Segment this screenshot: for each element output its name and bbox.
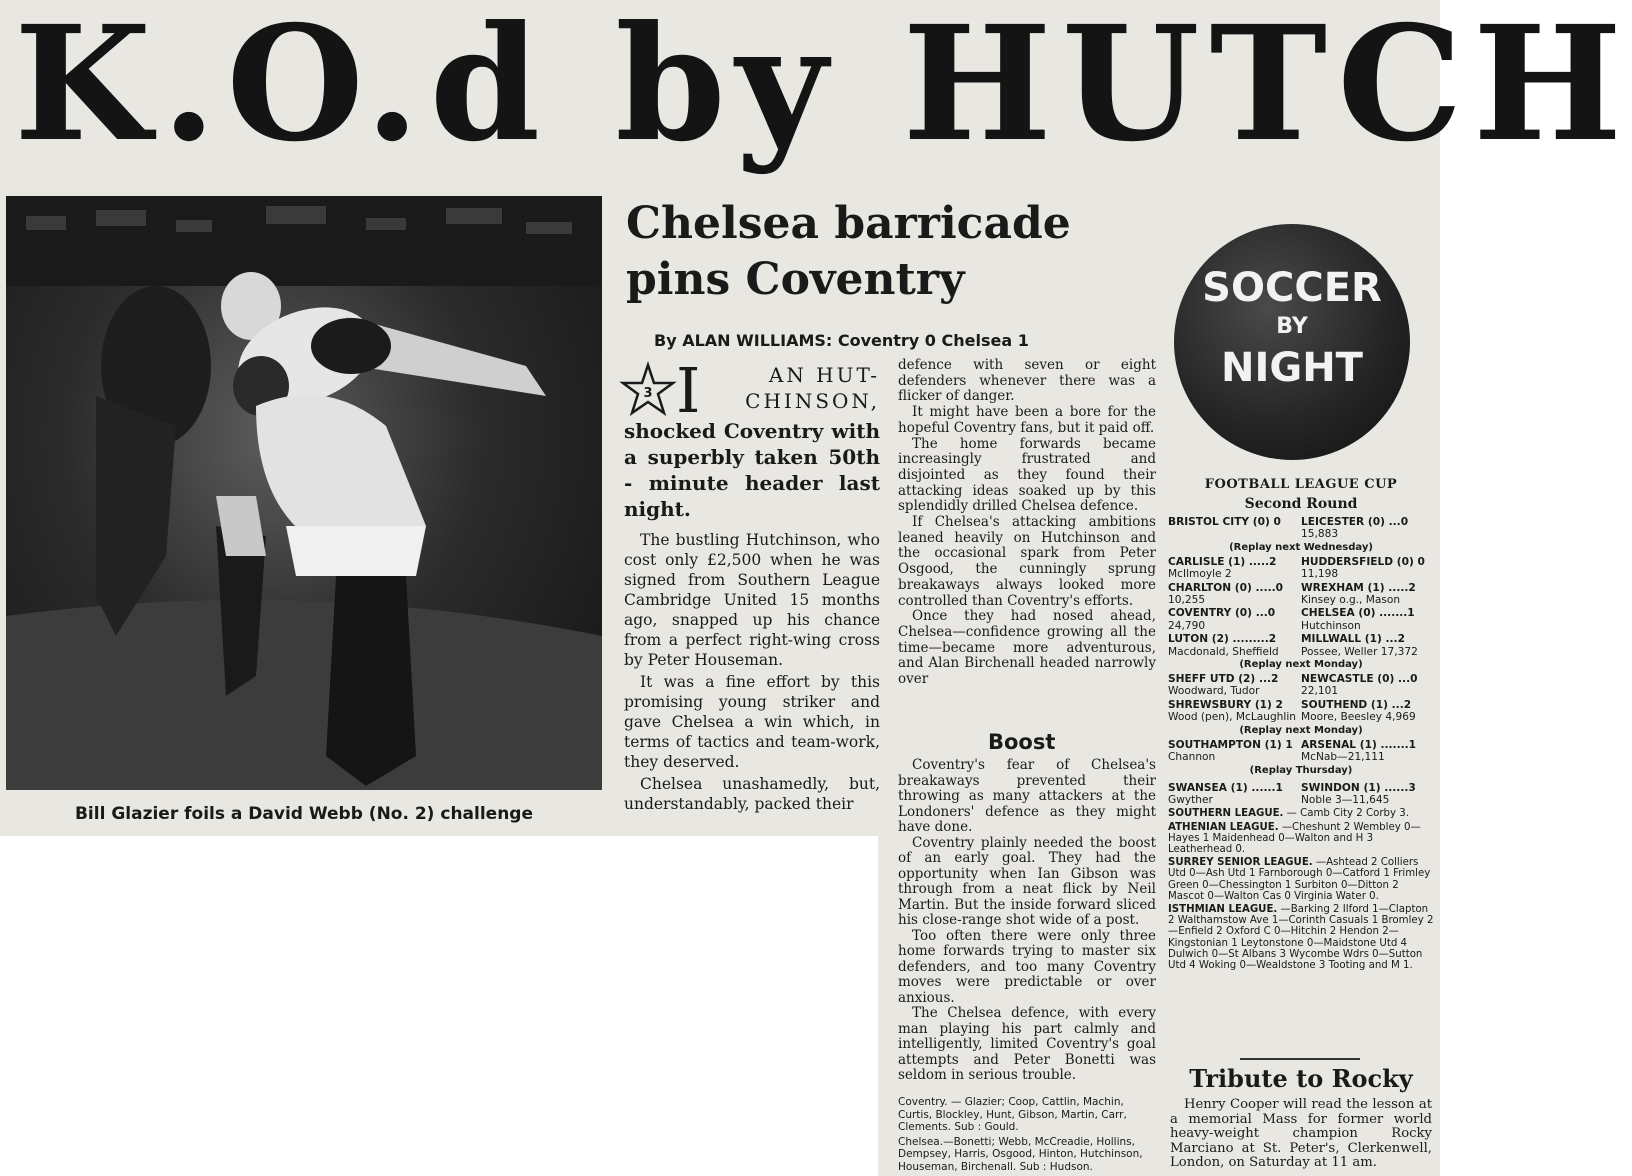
badge-line-3: NIGHT (1221, 345, 1363, 391)
result-row (1168, 739, 1434, 764)
league-results (1168, 904, 1434, 971)
home-detail: Wood (pen), McLaughlin (1168, 711, 1296, 724)
home-detail: 24,790 (1168, 619, 1206, 632)
league-name: SOUTHERN LEAGUE. (1168, 808, 1284, 820)
league-text: —Barking 2 Ilford 1—Clapton 2 Walthamstow Ave 1—Corinth Casuals 1 Bromley 2—Enfield 2 Oxford C 0—Hitchin 2 Hendon 2—Kingstonian 1 Leytonstone 0—Maidstone Utd 4 Dulwich 0—St Albans 3 Wycombe Wdrs 0—Sutton Utd 4 Woking 0—Wealdstone 3 Tooting and M 1. (1168, 903, 1434, 971)
league-name: ISTHMIAN LEAGUE. (1168, 903, 1278, 915)
league-results (1168, 822, 1434, 856)
story-column-3 (898, 758, 1156, 1094)
paragraph: Coventry's fear of Chelsea's breakaways prevented their throwing as many attackers at the Londoners' defence as they might have done. (898, 757, 1156, 835)
away-detail: Kinsey o.g., Mason (1301, 594, 1401, 607)
league-text: —Ashtead 2 Colliers Utd 0—Ash Utd 1 Farnborough 0—Catford 1 Frimley Green 0—Chessington 1 Surbiton 0—Ditton 2 Mascot 0—Walton Cas 0 Virginia Water 0. (1168, 857, 1431, 902)
tribute-heading: Tribute to Rocky (1189, 1064, 1413, 1093)
home-detail: McIlmoyle 2 (1168, 568, 1232, 581)
replay-note: (Replay next Monday) (1239, 659, 1363, 671)
intro-lead: shocked Coventry with a superbly taken 50th - minute header last night. (624, 419, 880, 521)
away-detail: Possee, Weller 17,372 (1301, 645, 1418, 658)
league-name: ATHENIAN LEAGUE. (1168, 821, 1279, 833)
paragraph: defence with seven or eight defenders whenever there was a flicker of danger. (898, 357, 1156, 405)
league-results (1168, 808, 1434, 819)
story-title-line-1: Chelsea barricade (626, 198, 1071, 249)
headline: K.O.d by HUTCH (14, 0, 1632, 177)
photo-caption: Bill Glazier foils a David Webb (No. 2) challenge (74, 804, 534, 824)
result-row (1168, 673, 1434, 698)
paragraph: The Chelsea defence, with every man playing his part calmly and intelligently, limited Coventry's goal attempts and Peter Bonetti was seldom in serious trouble. (898, 1005, 1156, 1083)
star-rating-number: 3 (643, 386, 653, 401)
home-score: CARLISLE (1) .....2 (1168, 555, 1277, 568)
league-results (1168, 857, 1434, 902)
home-score: LUTON (2) .........2 (1168, 633, 1277, 646)
replay-note: (Replay next Monday) (1239, 724, 1363, 736)
replay-note: (Replay next Wednesday) (1229, 541, 1373, 553)
away-score: HUDDERSFIELD (0) 0 (1301, 555, 1425, 568)
story-title-line-2: pins Coventry (626, 254, 965, 305)
home-score: SWANSEA (1) ......1 (1168, 781, 1283, 794)
away-detail: Moore, Beesley 4,969 (1301, 711, 1416, 724)
paragraph: Too often there were only three home forwards trying to master six defenders, and too many Coventry moves were predictable or over anxious. (898, 927, 1156, 1006)
tribute-body: Henry Cooper will read the lesson at a memorial Mass for former world heavy-weight champion Rocky Marciano at St. Peter's, Clerkenwell, London, on Saturday at 11 am. (1170, 1097, 1432, 1171)
away-score: MILLWALL (1) ...2 (1301, 633, 1405, 646)
home-detail: Macdonald, Sheffield (1168, 645, 1279, 658)
away-detail: Hutchinson (1301, 619, 1361, 632)
results-round: Second Round (1244, 496, 1358, 512)
away-score: ARSENAL (1) .......1 (1301, 738, 1417, 751)
home-detail: 10,255 (1168, 594, 1206, 607)
result-row (1168, 556, 1434, 581)
replay-note: (Replay Thursday) (1249, 764, 1353, 776)
results-title: FOOTBALL LEAGUE CUP (1204, 477, 1398, 492)
team-lineups (898, 1096, 1156, 1172)
byline: By ALAN WILLIAMS: Coventry 0 Chelsea 1 (654, 331, 1029, 350)
home-detail: Gwyther (1168, 793, 1213, 806)
home-score: SHEFF UTD (2) ...2 (1168, 673, 1279, 686)
divider (1240, 1058, 1360, 1060)
paragraph: The bustling Hutchinson, who cost only £2,500 when he was signed from Southern League Cambridge United 15 months ago, snapped up his chance from a perfect right-wing cross by Peter Houseman. (624, 531, 880, 669)
league-name: SURREY SENIOR LEAGUE. (1168, 857, 1313, 869)
result-row (1168, 699, 1434, 724)
paragraph: Chelsea unashamedly, but, understandably, packed their (624, 775, 880, 813)
away-score: SOUTHEND (1) ...2 (1301, 698, 1412, 711)
home-detail: Woodward, Tudor (1168, 685, 1260, 698)
paragraph: If Chelsea's attacking ambitions leaned heavily on Hutchinson and the occasional spark from Peter Osgood, the cunningly sprung breakaways always looked more controlled than Coventry's efforts. (898, 514, 1156, 609)
away-detail: Noble 3—11,645 (1301, 793, 1390, 806)
result-row (1168, 782, 1434, 807)
badge-line-2: BY (1276, 314, 1308, 339)
home-score: SOUTHAMPTON (1) 1 (1168, 738, 1293, 751)
home-detail: Channon (1168, 751, 1216, 764)
home-score: BRISTOL CITY (0) 0 (1168, 516, 1281, 528)
away-detail: McNab—21,111 (1301, 751, 1385, 764)
paragraph: Coventry plainly needed the boost of an early goal. They had the opportunity when Ian Gibson was through from a neat flick by Neil Martin. But the inside forward sliced his close-range shot wide of a post. (898, 834, 1156, 928)
subheading-boost: Boost (988, 730, 1056, 754)
away-detail: 11,198 (1301, 568, 1339, 581)
result-row (1168, 582, 1434, 607)
away-score: NEWCASTLE (0) ...0 (1301, 673, 1418, 686)
away-score: CHELSEA (0) .......1 (1301, 607, 1415, 620)
paragraph: The home forwards became increasingly frustrated and disjointed as they found their attacking ideas soaked up by this splendidly drilled Chelsea defence. (898, 435, 1156, 515)
lineup-coventry: Coventry. — Glazier; Coop, Cattlin, Machin, Curtis, Blockley, Hunt, Gibson, Martin, Carr, Clements. Sub : Gould. (898, 1096, 1127, 1133)
league-text: —Cheshunt 2 Wembley 0—Hayes 1 Maidenhead 0—Walton and H 3 Leatherhead 0. (1168, 821, 1421, 855)
badge-line-1: SOCCER (1202, 265, 1382, 311)
drop-cap: I (676, 354, 701, 427)
away-score: WREXHAM (1) .....2 (1301, 581, 1416, 594)
home-score: CHARLTON (0) .....0 (1168, 581, 1284, 594)
away-score: SWINDON (1) ......3 (1301, 781, 1416, 794)
paragraph: It was a fine effort by this promising young striker and gave Chelsea a win which, in terms of tactics and team-work, they deserved. (624, 673, 880, 771)
match-photo (6, 196, 602, 790)
story-column-2 (898, 358, 1156, 718)
away-detail: 22,101 (1301, 685, 1339, 698)
lineup-chelsea: Chelsea.—Bonetti; Webb, McCreadie, Hollins, Dempsey, Harris, Osgood, Hinton, Hutchinson, Houseman, Birchenall. Sub : Hudson. (898, 1135, 1143, 1173)
home-score: SHREWSBURY (1) 2 (1168, 698, 1283, 711)
paragraph: It might have been a bore for the hopeful Coventry fans, but it paid off. (898, 404, 1156, 436)
soccer-by-night-badge (1174, 262, 1410, 422)
result-row (1168, 516, 1434, 541)
star-rating-icon (620, 362, 676, 418)
results-panel (1168, 476, 1434, 1076)
league-text: — Camb City 2 Corby 3. (1286, 808, 1409, 820)
intro-caps: AN HUT- CHINSON, (745, 363, 880, 413)
result-row (1168, 633, 1434, 658)
result-row (1168, 607, 1434, 632)
paragraph: Once they had nosed ahead, Chelsea—confidence growing all the time—became more adventurous, and Alan Birchenall headed narrowly over (898, 608, 1156, 688)
away-detail: 15,883 (1301, 528, 1339, 541)
home-score: COVENTRY (0) ...0 (1168, 607, 1276, 620)
away-score: LEICESTER (0) ...0 (1301, 516, 1409, 528)
story-column-1 (624, 530, 880, 830)
story-title (626, 196, 1146, 316)
